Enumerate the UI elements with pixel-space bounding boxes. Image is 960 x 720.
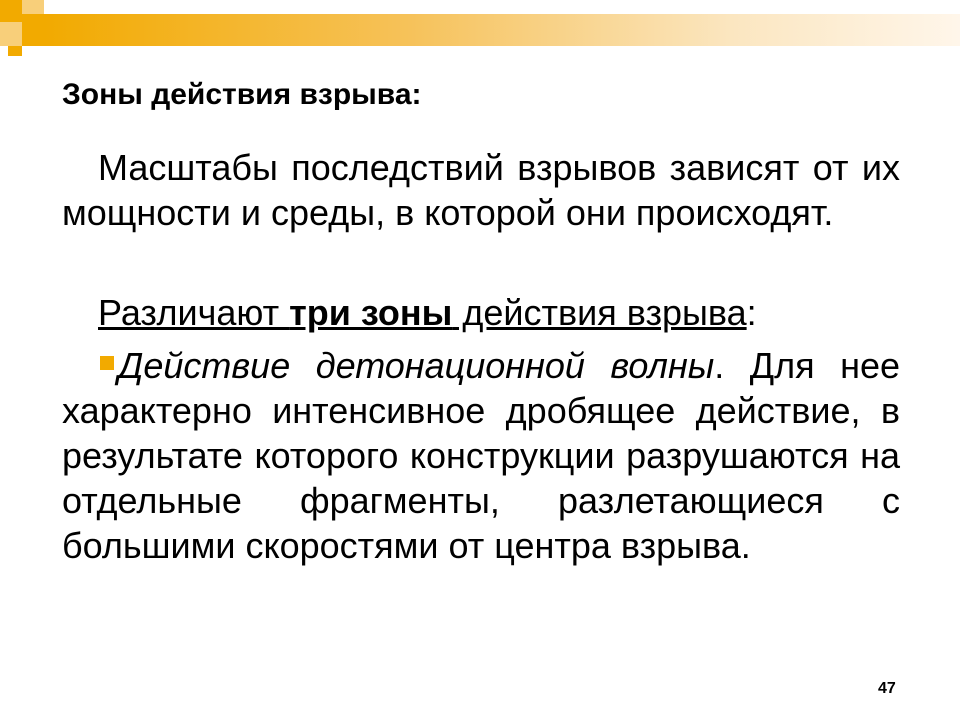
zones-text-part2: действия взрыва: [452, 292, 747, 333]
decor-square: [22, 14, 44, 46]
header-gradient-bar: [44, 14, 960, 46]
bullet-italic-term: Действие детонационной волны: [118, 345, 715, 386]
zones-text-bold: три зоны: [289, 292, 453, 333]
paragraph-zones: [98, 290, 900, 335]
slide-title: Зоны действия взрыва:: [62, 78, 422, 111]
bullet-description: . Для нее характерно интенсивное дробящее действие, в результате которого конструкции разрушаются на отдельные фрагменты, разлетающиеся с большими скоростями от центра взрыва.: [62, 345, 901, 566]
zones-text-part1: Различают: [98, 292, 290, 333]
zones-text-colon: :: [746, 292, 757, 333]
bullet-paragraph: [62, 343, 900, 568]
decor-square: [0, 0, 22, 22]
decor-square: [0, 22, 22, 46]
decor-square: [22, 0, 44, 14]
decor-square: [8, 46, 22, 56]
paragraph-intro: Масштабы последствий взрывов зависят от их мощности и среды, в которой они происходят.: [62, 147, 900, 233]
page-number: 47: [878, 680, 896, 697]
